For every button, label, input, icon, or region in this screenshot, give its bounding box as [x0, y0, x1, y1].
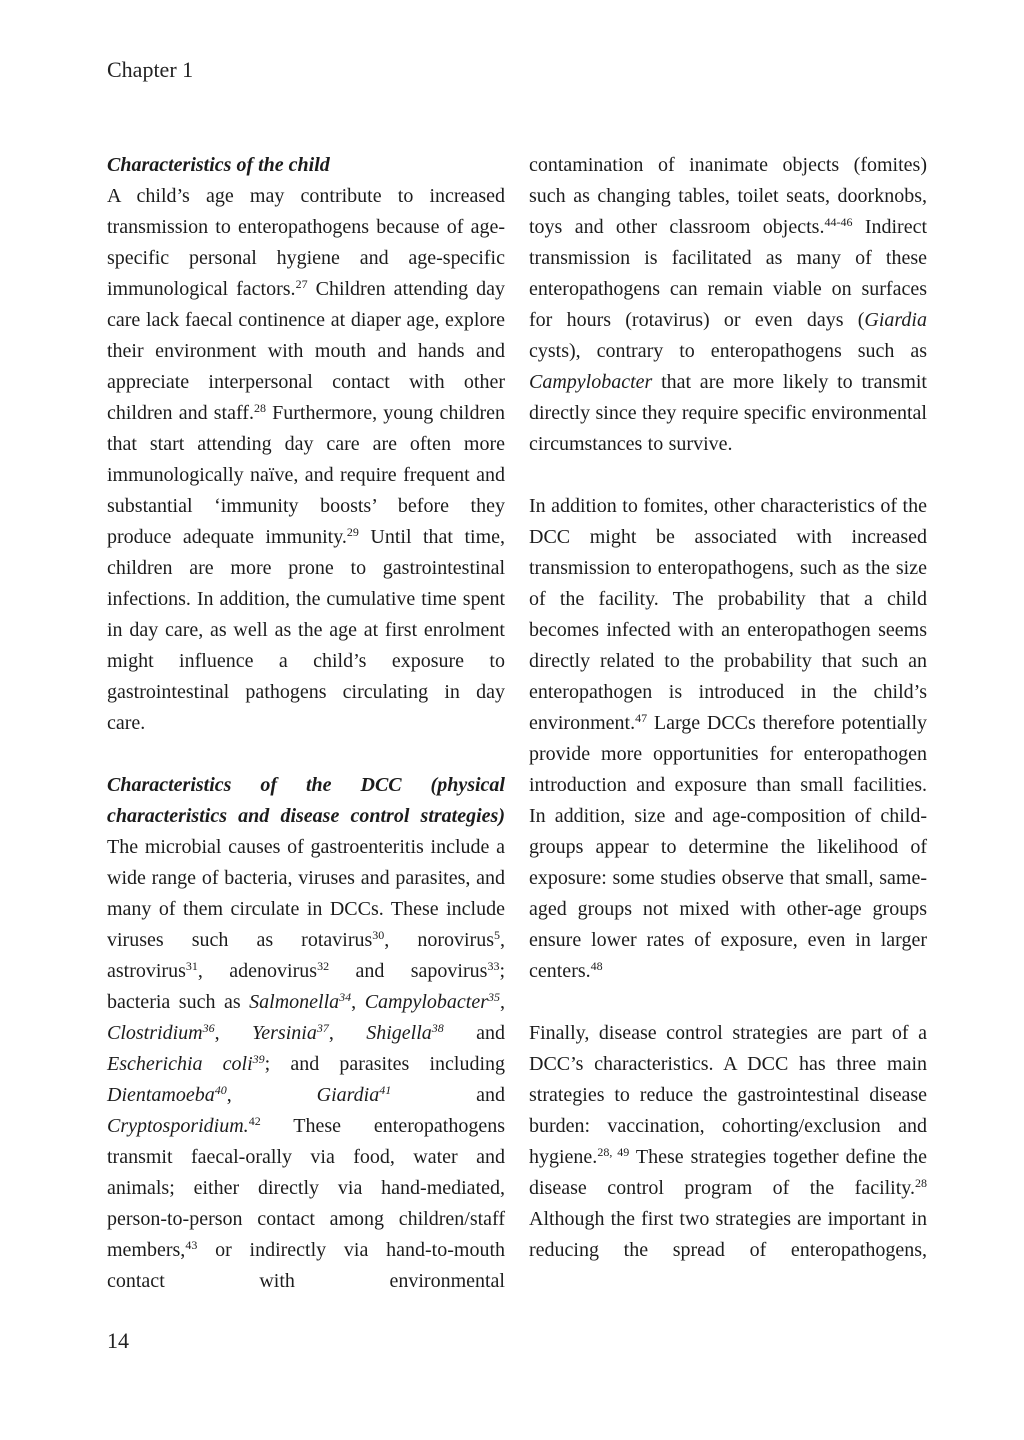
text-run: contamination of inanimate objects (fomites) such as changing tables, toilet seats, doorknobs, toys and other classroom objects. [529, 154, 927, 238]
reference-superscript: 39 [252, 1052, 265, 1066]
text-run: and sapovirus [329, 960, 488, 982]
text-run: Clostridium [107, 1022, 203, 1044]
text-run: , adenovirus [197, 960, 318, 982]
text-run: Shigella [366, 1022, 432, 1044]
reference-superscript: 48 [590, 959, 603, 973]
text-run: or indirectly via hand-to-mouth contact with environmental [107, 1239, 505, 1292]
reference-superscript: 42 [248, 1114, 261, 1128]
text-run: Dientamoeba [107, 1084, 215, 1106]
paragraph [107, 832, 505, 1297]
text-run: Large DCCs therefore potentially provide more opportunities for enteropathogen introduction and exposure than small facilities. In addition, size and age-composition of child-groups appear to determine the likelihood of exposure: some studies observe that small, same-aged groups not mixed with other-age groups ensure lower rates of exposure, even in larger centers. [529, 712, 927, 982]
text-run: Until that time, children are more prone to gastrointestinal infections. In addition, the cumulative time spent in day care, as well as the age at first enrolment might influence a child’s exposure to gastrointestinal pathogens circulating in day care. [107, 526, 505, 734]
column-left [107, 150, 505, 1297]
reference-superscript: 31 [185, 959, 198, 973]
text-run: , [500, 991, 505, 1013]
text-run: , astrovirus [107, 929, 506, 982]
text-run: These strategies together define the disease control program of the facility. [529, 1146, 927, 1199]
text-run: ; and parasites including [264, 1053, 505, 1075]
text-run: Campylobacter [364, 991, 488, 1013]
text-run: Escherichia coli [107, 1053, 253, 1075]
reference-superscript: 28, 49 [597, 1145, 630, 1159]
paragraph [107, 181, 505, 739]
running-header: Chapter 1 [107, 57, 194, 82]
text-run: Salmonella [249, 991, 340, 1013]
reference-superscript: 44-46 [824, 215, 853, 229]
reference-superscript: 28 [253, 401, 266, 415]
text-run: Although the first two strategies are important in reducing the spread of enteropathogens, [529, 1208, 927, 1261]
text-run: ; bacteria such as [107, 960, 505, 1013]
paragraph [529, 1018, 927, 1266]
text-run: The microbial causes of gastroenteritis include a wide range of bacteria, viruses and parasites, and many of them circulate in DCCs. These include viruses such as rotavirus [107, 836, 505, 951]
section-heading: Characteristics of the DCC (physical characteristics and disease control strategies) [107, 774, 505, 827]
text-run: , norovirus [384, 929, 495, 951]
reference-superscript: 30 [372, 928, 385, 942]
text-run: These enteropathogens transmit faecal-orally via food, water and animals; either directly via hand-mediated, person-to-person contact among children/staff members, [107, 1115, 505, 1261]
reference-superscript: 27 [295, 277, 308, 291]
section-heading: Characteristics of the child [107, 154, 330, 176]
text-run: and [443, 1022, 506, 1044]
reference-superscript: 41 [379, 1083, 392, 1097]
text-run: Giardia [864, 309, 927, 331]
text-run: Yersinia [251, 1022, 317, 1044]
reference-superscript: 47 [635, 711, 648, 725]
reference-superscript: 5 [494, 928, 501, 942]
reference-superscript: 29 [346, 525, 359, 539]
reference-superscript: 38 [431, 1021, 444, 1035]
page-number: 14 [107, 1328, 129, 1353]
paragraph [529, 150, 927, 460]
text-run: Giardia [316, 1084, 380, 1106]
text-run: , [226, 1084, 317, 1106]
reference-superscript: 40 [214, 1083, 227, 1097]
text-run: Cryptosporidium. [107, 1115, 249, 1137]
text-run: and [391, 1084, 505, 1106]
reference-superscript: 43 [185, 1238, 198, 1252]
text-run: A child’s age may contribute to increased transmission to enteropathogens because of age-specific personal hygiene and age-specific immunological factors. [107, 185, 505, 300]
text-run: that are more likely to transmit directly since they require specific environmental circumstances to survive. [529, 371, 927, 455]
paragraph [529, 491, 927, 987]
reference-superscript: 28 [915, 1176, 927, 1190]
text-run: , [214, 1022, 252, 1044]
text-run: Campylobacter [529, 371, 653, 393]
text-run: , [351, 991, 365, 1013]
text-run: Finally, disease control strategies are part of a DCC’s characteristics. A DCC has three main strategies to reduce the gastrointestinal disease burden: vaccination, cohorting/exclusion and hygiene. [529, 1022, 927, 1168]
reference-superscript: 37 [316, 1021, 329, 1035]
reference-superscript: 36 [202, 1021, 215, 1035]
text-run: Children attending day care lack faecal continence at diaper age, explore their environment with mouth and hands and appreciate interpersonal contact with other children and staff. [107, 278, 505, 424]
text-run: , [328, 1022, 367, 1044]
text-run: cysts), contrary to enteropathogens such as [529, 340, 927, 362]
text-run: In addition to fomites, other characteristics of the DCC might be associated with increased transmission to enteropathogens, such as the size of the facility. The probability that a child becomes infected with an enteropathogen seems directly related to the probability that such an enteropathogen is introduced in the child’s environment. [529, 495, 927, 734]
reference-superscript: 35 [488, 990, 500, 1004]
reference-superscript: 34 [339, 990, 352, 1004]
reference-superscript: 33 [487, 959, 500, 973]
text-run: Furthermore, young children that start attending day care are often more immunologically naïve, and require frequent and substantial ‘immunity boosts’ before they produce adequate immunity. [107, 402, 505, 548]
text-run: Indirect transmission is facilitated as many of these enteropathogens can remain viable on surfaces for hours (rotavirus) or even days ( [529, 216, 928, 331]
column-right [529, 150, 927, 1297]
reference-superscript: 32 [317, 959, 330, 973]
text-columns [107, 150, 927, 1297]
